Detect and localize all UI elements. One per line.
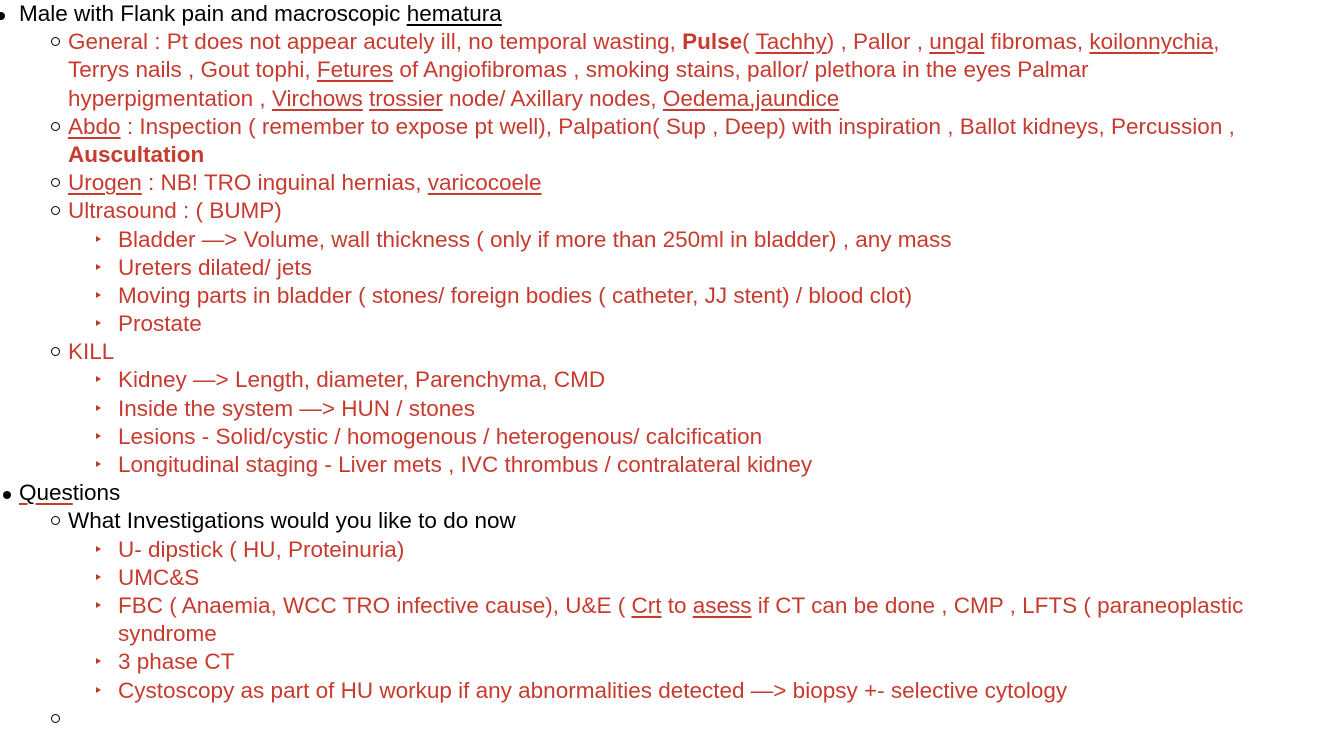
- abdo-line-1: [0, 113, 1334, 141]
- bullet-triangle: [96, 461, 101, 467]
- list-item: [0, 536, 1334, 564]
- pallor-text: ) , Pallor ,: [826, 29, 930, 55]
- bullet-triangle: [96, 320, 101, 326]
- hematura-link[interactable]: hematura: [406, 1, 502, 26]
- list-item: [0, 592, 1334, 620]
- terrys-text: Terrys nails , Gout tophi,: [68, 57, 317, 83]
- bullet-triangle: [96, 687, 101, 693]
- crt-text: Crt: [631, 592, 662, 618]
- paren-text: (: [742, 29, 756, 55]
- fbc-pre-text: FBC ( Anaemia, WCC TRO infective cause), U&E (: [118, 592, 632, 618]
- bullet-circle: [51, 206, 60, 215]
- bullet-circle: [51, 347, 60, 356]
- ultrasound-title: Ultrasound : ( BUMP): [68, 198, 282, 224]
- bullet-triangle: [96, 292, 101, 298]
- urogen-text: Urogen: [68, 170, 142, 196]
- nodes-text: node/ Axillary nodes,: [442, 85, 663, 111]
- questions-title-a: Ques: [19, 480, 73, 506]
- bullet-triangle: [96, 433, 101, 439]
- hyperpigmentation-text: hyperpigmentation ,: [68, 85, 272, 111]
- question-line: [0, 507, 1334, 535]
- bullet-circle: [51, 122, 60, 131]
- kill-item: Inside the system —> HUN / stones: [118, 395, 476, 421]
- virchows-text: Virchows: [271, 85, 363, 111]
- questions-title-b: tions: [72, 480, 121, 506]
- case-title-line: [0, 0, 1334, 28]
- angiofibromas-text: of Angiofibromas , smoking stains, pallor/ plethora in the eyes Palmar: [393, 57, 1089, 83]
- kill-item: Longitudinal staging - Liver mets , IVC thrombus / contralateral kidney: [118, 452, 813, 477]
- question-text: What Investigations would you like to do now: [68, 508, 516, 534]
- general-line-1: [0, 28, 1334, 56]
- bullet-circle: [51, 714, 60, 723]
- bullet-triangle: [96, 658, 101, 664]
- bullet-disc: [0, 12, 5, 20]
- oedema-text: Oedema,jaundice: [662, 85, 840, 111]
- general-line-2: [0, 56, 1334, 84]
- list-item: [0, 648, 1334, 676]
- questions-title-line: [0, 479, 1334, 507]
- abdo-line-2: [0, 141, 1334, 169]
- list-item: [0, 451, 1334, 479]
- bullet-circle: [51, 516, 60, 525]
- case-title-text: Male with Flank pain and macroscopic: [19, 1, 407, 26]
- fbc-post-text: if CT can be done , CMP , LFTS ( paraneoplastic: [751, 592, 1244, 618]
- general-label: General : Pt does not appear acutely ill, no temporal wasting,: [68, 29, 683, 55]
- bullet-circle: [51, 178, 60, 187]
- investigation-item: UMC&S: [118, 564, 200, 590]
- bullet-triangle: [96, 376, 101, 382]
- list-item: [0, 677, 1334, 705]
- list-item-continuation: [0, 620, 1334, 648]
- investigation-item: Cystoscopy as part of HU workup if any abnormalities detected —> biopsy +- selective cytology: [118, 677, 1068, 703]
- list-item: [0, 254, 1334, 282]
- bullet-triangle: [96, 574, 101, 580]
- general-line-3: [0, 85, 1334, 113]
- tachhy-text: Tachhy: [755, 29, 827, 55]
- trossier-text: trossier: [369, 85, 443, 111]
- fibromas-text: fibromas,: [984, 29, 1090, 55]
- list-item: [0, 310, 1334, 338]
- kill-item: Lesions - Solid/cystic / homogenous / heterogenous/ calcification: [118, 423, 763, 449]
- empty-list-item[interactable]: [0, 705, 1334, 733]
- bullet-triangle: [96, 546, 101, 552]
- pulse-text: Pulse: [682, 29, 743, 55]
- list-item: [0, 282, 1334, 310]
- comma-text: ,: [1213, 29, 1220, 55]
- auscultation-text: Auscultation: [68, 141, 205, 167]
- ultrasound-item: Ureters dilated/ jets: [118, 254, 312, 280]
- to-text: to: [661, 592, 693, 618]
- abdo-text: Abdo: [68, 113, 121, 139]
- bullet-circle: [51, 37, 60, 46]
- asess-text: asess: [692, 592, 752, 618]
- ultrasound-item: Moving parts in bladder ( stones/ foreign bodies ( catheter, JJ stent) / blood clot): [118, 282, 913, 308]
- list-item: [0, 366, 1334, 394]
- list-item: [0, 423, 1334, 451]
- koilonnychia-text: koilonnychia: [1089, 29, 1214, 55]
- ungal-text: ungal: [929, 29, 985, 55]
- bullet-triangle: [96, 405, 101, 411]
- kill-item: Kidney —> Length, diameter, Parenchyma, CMD: [118, 367, 606, 393]
- kill-title-line: [0, 338, 1334, 366]
- list-item: [0, 564, 1334, 592]
- ultrasound-item: Bladder —> Volume, wall thickness ( only if more than 250ml in bladder) , any mass: [118, 226, 952, 252]
- kill-title: KILL: [68, 339, 115, 365]
- bullet-triangle: [96, 264, 101, 270]
- ultrasound-item: Prostate: [118, 311, 202, 337]
- bullet-triangle: [96, 602, 101, 608]
- abdo-rest-text: : Inspection ( remember to expose pt well), Palpation( Sup , Deep) with inspiration , Ballot kidneys, Percussion ,: [120, 113, 1235, 139]
- varicocoele-text: varicocoele: [427, 170, 542, 196]
- list-item: [0, 395, 1334, 423]
- list-item: [0, 226, 1334, 254]
- bullet-triangle: [96, 236, 101, 242]
- bullet-disc: [3, 491, 11, 499]
- ultrasound-title-line: [0, 197, 1334, 225]
- urogen-line: [0, 169, 1334, 197]
- investigation-item: 3 phase CT: [118, 649, 235, 675]
- investigation-item: U- dipstick ( HU, Proteinuria): [118, 536, 405, 562]
- urogen-rest-text: : NB! TRO inguinal hernias,: [141, 170, 428, 196]
- fetures-text: Fetures: [316, 57, 394, 83]
- fbc-cont-text: syndrome: [118, 621, 217, 647]
